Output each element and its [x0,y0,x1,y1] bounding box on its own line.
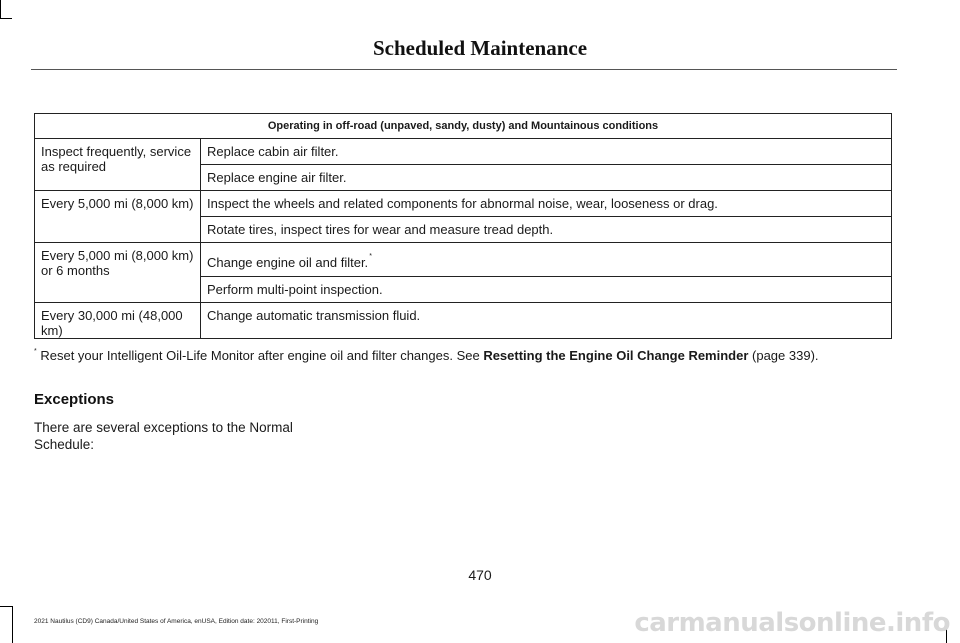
table-row [35,139,892,165]
crop-mark [0,606,12,607]
interval-cell: Inspect frequently, service as required [35,139,201,191]
task-cell: Perform multi-point inspection. [201,277,892,303]
maintenance-table [34,113,892,339]
interval-cell: Every 5,000 mi (8,000 km) or 6 months [35,243,201,303]
table-row [35,191,892,217]
crop-mark [0,0,1,18]
edition-line: 2021 Nautilus (CD9) Canada/United States of America, enUSA, Edition date: 202011, First-Printing [34,618,319,625]
cross-reference-link[interactable]: Resetting the Engine Oil Change Reminder [483,348,749,363]
page-number: 470 [468,567,492,583]
body-paragraph: There are several exceptions to the Normal Schedule: [34,420,293,452]
table-row [35,303,892,339]
task-cell: Replace engine air filter. [201,165,892,191]
crop-mark [0,18,12,19]
header-divider [31,69,897,70]
watermark: carmanualsonline.info [634,608,950,638]
footnote [34,348,819,363]
table-header-row [35,114,892,139]
interval-cell: Every 5,000 mi (8,000 km) [35,191,201,243]
task-text: Change engine oil and filter. [207,255,369,270]
footnote-marker: * [34,348,37,355]
task-cell [201,243,892,277]
section-heading: Exceptions [34,391,115,408]
task-cell: Rotate tires, inspect tires for wear and measure tread depth. [201,217,892,243]
page-reference: (page 339). [748,348,819,363]
footnote-text: Reset your Intelligent Oil-Life Monitor after engine oil and filter changes. See [36,348,484,363]
table-caption: Operating in off-road (unpaved, sandy, dusty) and Mountainous conditions [35,114,892,139]
page-title: Scheduled Maintenance [372,36,588,60]
task-cell: Change automatic transmission fluid. [201,303,892,339]
task-cell: Inspect the wheels and related components for abnormal noise, wear, looseness or drag. [201,191,892,217]
table-row [35,243,892,277]
task-cell: Replace cabin air filter. [201,139,892,165]
footnote-marker: * [369,253,372,260]
crop-mark [12,606,13,643]
interval-cell: Every 30,000 mi (48,000 km) [35,303,201,339]
